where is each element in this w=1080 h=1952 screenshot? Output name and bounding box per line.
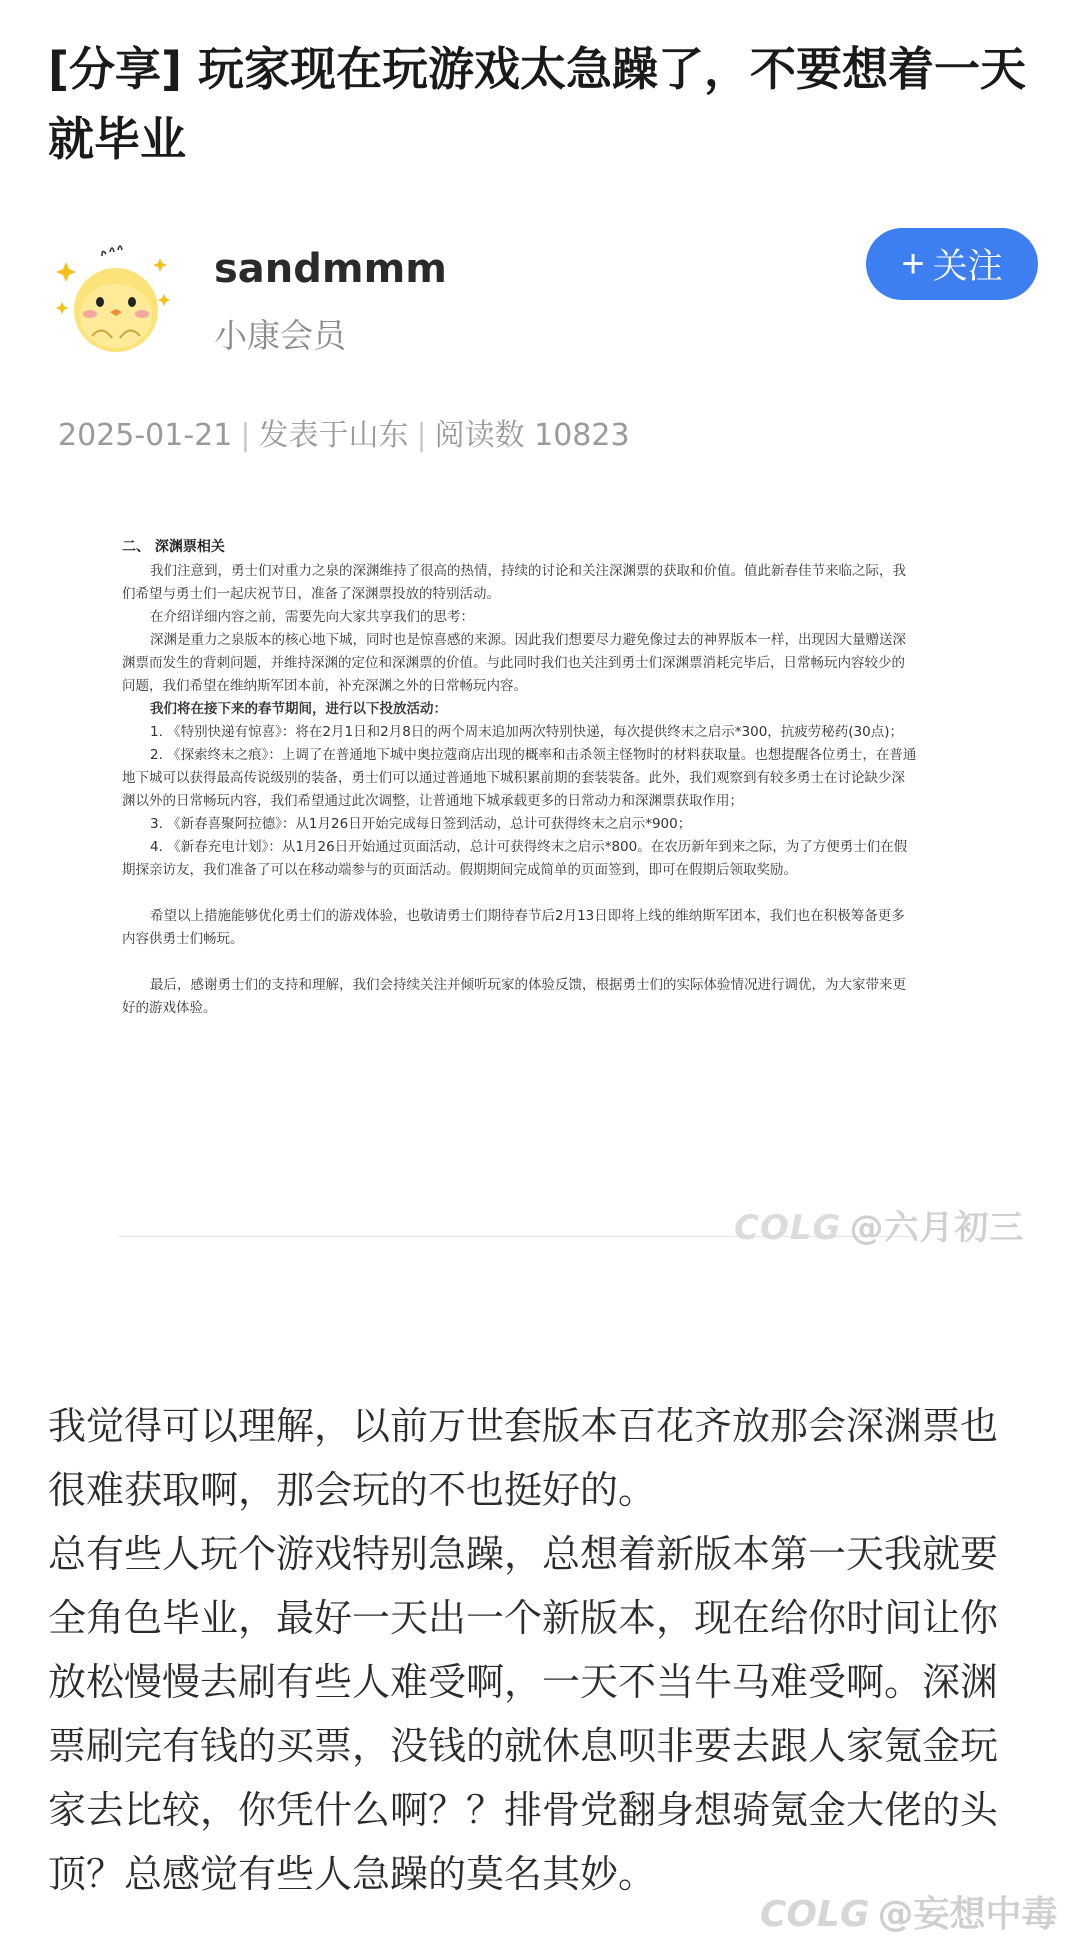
plus-icon: + bbox=[901, 242, 925, 286]
colg-logo: COLG bbox=[760, 1894, 870, 1935]
paragraph-gap bbox=[122, 951, 918, 974]
follow-label: 关注 bbox=[932, 247, 1003, 286]
colg-logo: COLG bbox=[734, 1208, 842, 1248]
content-paragraph: 我觉得可以理解，以前万世套版本百花齐放那会深渊票也很难获取啊，那会玩的不也挺好的。 bbox=[48, 1404, 999, 1512]
announcement-paragraph: 我们将在接下来的春节期间，进行以下投放活动： bbox=[150, 701, 447, 717]
follow-button[interactable] bbox=[866, 228, 1038, 300]
post-content bbox=[48, 1394, 1032, 1906]
post-date: 2025-01-21 bbox=[58, 418, 233, 453]
member-level-label: 小康会员 bbox=[214, 316, 346, 355]
announcement-paragraph: 3. 《新春喜聚阿拉德》：从1月26日开始完成每日签到活动，总计可获得终末之启示*900； bbox=[150, 816, 692, 832]
announcement-paragraph: 4. 《新春充电计划》：从1月26日开始通过页面活动，总计可获得终末之启示*800。在农历新年到来之际，为了方便勇士们在假期探亲访友，我们准备了可以在移动端参与的页面活动。假期期间完成简单的页面签到，即可在假期后领取奖励。 bbox=[122, 839, 908, 878]
image-watermark bbox=[760, 1886, 1058, 1937]
announcement-heading: 二、 深渊票相关 bbox=[122, 539, 225, 555]
author-avatar[interactable] bbox=[52, 232, 180, 360]
content-paragraph: 总有些人玩个游戏特别急躁，总想着新版本第一天我就要全角色毕业，最好一天出一个新版本，现在给你时间让你放松慢慢去刷有些人难受啊，一天不当牛马难受啊。深渊票刷完有钱的买票，没钱的就休息呗非要去跟人家氪金玩家去比较，你凭什么啊？？排骨党翻身想骑氪金大佬的头顶？总感觉有些人急躁的莫名其妙。 bbox=[48, 1532, 999, 1896]
image-watermark bbox=[734, 1200, 1024, 1249]
announcement-paragraph: 2. 《探索终末之痕》：上调了在普通地下城中奥拉蔻商店出现的概率和击杀领主怪物时的材料获取量。也想提醒各位勇士，在普通地下城可以获得最高传说级别的装备，勇士们可以通过普通地下城积累前期的套装装备。此外，我们观察到有较多勇士在讨论缺少深渊以外的日常畅玩内容，我们希望通过此次调整，让普通地下城承载更多的日常动力和深渊票获取作用； bbox=[122, 747, 917, 809]
paragraph-gap bbox=[122, 882, 918, 905]
author-name[interactable]: sandmmm bbox=[214, 246, 447, 292]
announcement-body bbox=[122, 560, 918, 1020]
watermark-text: @六月初三 bbox=[849, 1208, 1025, 1248]
announcement-paragraph: 希望以上措施能够优化勇士们的游戏体验，也敬请勇士们期待春节后2月13日即将上线的维纳斯军团本，我们也在积极筹备更多内容供勇士们畅玩。 bbox=[122, 908, 905, 947]
watermark-text: @妄想中毒 bbox=[877, 1894, 1058, 1935]
announcement-image[interactable] bbox=[118, 530, 918, 1270]
announcement-paragraph: 1. 《特别快递有惊喜》：将在2月1日和2月8日的两个周末追加两次特别快递，每次提供终末之启示*300，抗疲劳秘药(30点)； bbox=[150, 724, 904, 740]
post-location: 发表于山东 bbox=[258, 418, 409, 453]
meta-divider: | bbox=[416, 418, 427, 453]
post-meta bbox=[58, 410, 630, 454]
announcement-paragraph: 我们注意到，勇士们对重力之泉的深渊维持了很高的热情，持续的讨论和关注深渊票的获取和价值。值此新春佳节来临之际，我们希望与勇士们一起庆祝节日，准备了深渊票投放的特别活动。 bbox=[122, 563, 906, 602]
announcement-paragraph: 最后，感谢勇士们的支持和理解，我们会持续关注并倾听玩家的体验反馈，根据勇士们的实际体验情况进行调优，为大家带来更好的游戏体验。 bbox=[122, 977, 906, 1016]
announcement-paragraph: 深渊是重力之泉版本的核心地下城，同时也是惊喜感的来源。因此我们想要尽力避免像过去的神界版本一样，出现因大量赠送深渊票而发生的背刺问题，并维持深渊的定位和深渊票的价值。与此同时我们也关注到勇士们深渊票消耗完毕后，日常畅玩内容较少的问题，我们希望在维纳斯军团本前，补充深渊之外的日常畅玩内容。 bbox=[122, 632, 906, 694]
meta-divider: | bbox=[240, 418, 251, 453]
post-title: [分享] 玩家现在玩游戏太急躁了，不要想着一天就毕业 bbox=[48, 42, 1027, 166]
post-views: 阅读数 10823 bbox=[434, 418, 630, 453]
chick-avatar-icon bbox=[52, 232, 180, 360]
announcement-paragraph: 在介绍详细内容之前，需要先向大家共享我们的思考： bbox=[150, 609, 474, 625]
